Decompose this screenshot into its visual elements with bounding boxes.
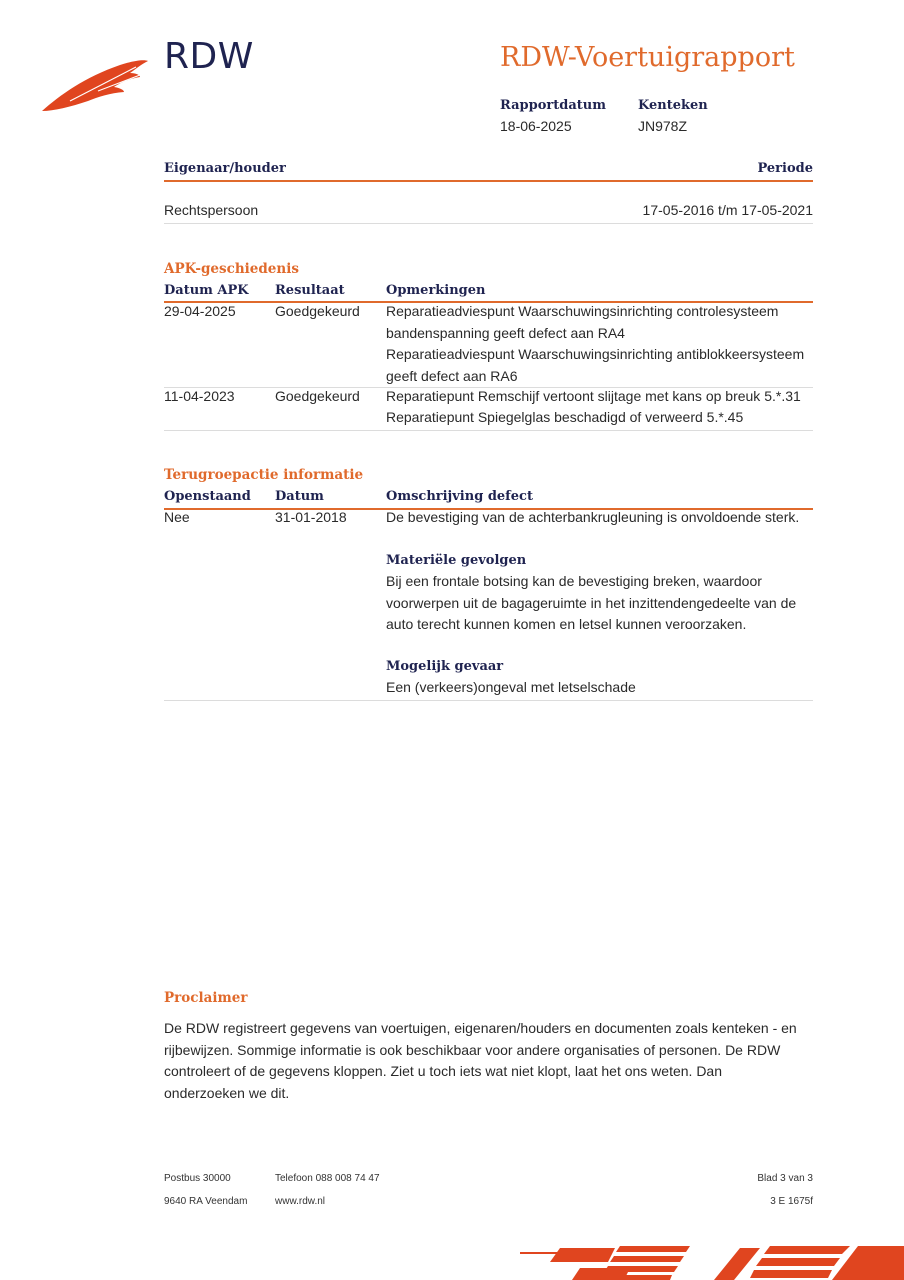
footer-city: 9640 RA Veendam (164, 1196, 248, 1207)
apk-col-date: Datum APK (164, 283, 249, 298)
consequences-text: Bij een frontale botsing kan de bevestiging breken, waardoor voorwerpen uit de bagageruimte in het inzittendengedeelte van de auto terecht kunnen komen en letsel kunnen veroorzaken. (386, 573, 797, 632)
proclaimer-title: Proclaimer (164, 990, 248, 1006)
danger-title: Mogelijk gevaar (386, 659, 504, 674)
owner-period: 17-05-2016 t/m 17-05-2021 (642, 202, 813, 218)
apk-row-result: Goedgekeurd (275, 303, 360, 319)
apk-title: APK-geschiedenis (164, 261, 299, 277)
apk-row-remark: Reparatieadviespunt Waarschuwingsinrichting antiblokkeersysteem geeft defect aan RA6 (386, 346, 805, 384)
period-header: Periode (757, 161, 813, 176)
recall-title: Terugroepactie informatie (164, 467, 364, 483)
apk-row-date: 11-04-2023 (164, 388, 235, 404)
owner-rule (164, 180, 813, 182)
owner-type: Rechtspersoon (164, 202, 259, 218)
proclaimer-text: De RDW registreert gegevens van voertuigen, eigenaren/houders en documenten zoals kenteken - en rijbewijzen. Sommige informatie is ook beschikbaar voor andere organisaties of personen. De RDW controleert of de gegevens kloppen. Ziet u toch iets wat niet klopt, laat het ons weten. Dan onderzoeken we dit. (164, 1020, 797, 1101)
recall-description: De bevestiging van de achterbankrugleuning is onvoldoende sterk. (386, 509, 800, 525)
feather-logo-icon (40, 55, 150, 115)
apk-row-divider (164, 430, 813, 431)
apk-row-result: Goedgekeurd (275, 388, 360, 404)
footer-page-number: Blad 3 van 3 (757, 1173, 813, 1184)
footer-phone: Telefoon 088 008 74 47 (275, 1173, 380, 1184)
owner-header: Eigenaar/houder (164, 161, 286, 176)
report-title: RDW-Voertuigrapport (500, 42, 795, 73)
footer-code: 3 E 1675f (770, 1196, 813, 1207)
consequences-title: Materiële gevolgen (386, 553, 527, 568)
apk-row-date: 29-04-2025 (164, 303, 236, 319)
decorative-stripes-icon (520, 1240, 904, 1280)
apk-row-remark: Reparatiepunt Spiegelglas beschadigd of verweerd 5.*.45 (386, 409, 744, 425)
plate-label: Kenteken (638, 98, 708, 113)
footer-website[interactable]: www.rdw.nl (275, 1196, 326, 1207)
recall-date-value: 31-01-2018 (275, 509, 347, 525)
recall-col-open: Openstaand (164, 489, 251, 504)
footer-postbus: Postbus 30000 (164, 1173, 231, 1184)
report-date-label: Rapportdatum (500, 98, 606, 113)
apk-col-remarks: Opmerkingen (386, 283, 486, 298)
danger-text: Een (verkeers)ongeval met letselschade (386, 679, 636, 695)
apk-col-result: Resultaat (275, 283, 345, 298)
logo-text: RDW (164, 36, 254, 77)
recall-divider (164, 700, 813, 701)
apk-row-remark: Reparatiepunt Remschijf vertoont slijtage met kans op breuk 5.*.31 (386, 388, 801, 404)
plate-value: JN978Z (638, 118, 688, 134)
report-date-value: 18-06-2025 (500, 118, 572, 134)
owner-divider (164, 223, 813, 224)
recall-col-description: Omschrijving defect (386, 489, 533, 504)
recall-open-value: Nee (164, 509, 190, 525)
apk-row-remark: Reparatieadviespunt Waarschuwingsinrichting controlesysteem bandenspanning geeft defect aan RA4 (386, 303, 779, 341)
recall-col-date: Datum (275, 489, 324, 504)
